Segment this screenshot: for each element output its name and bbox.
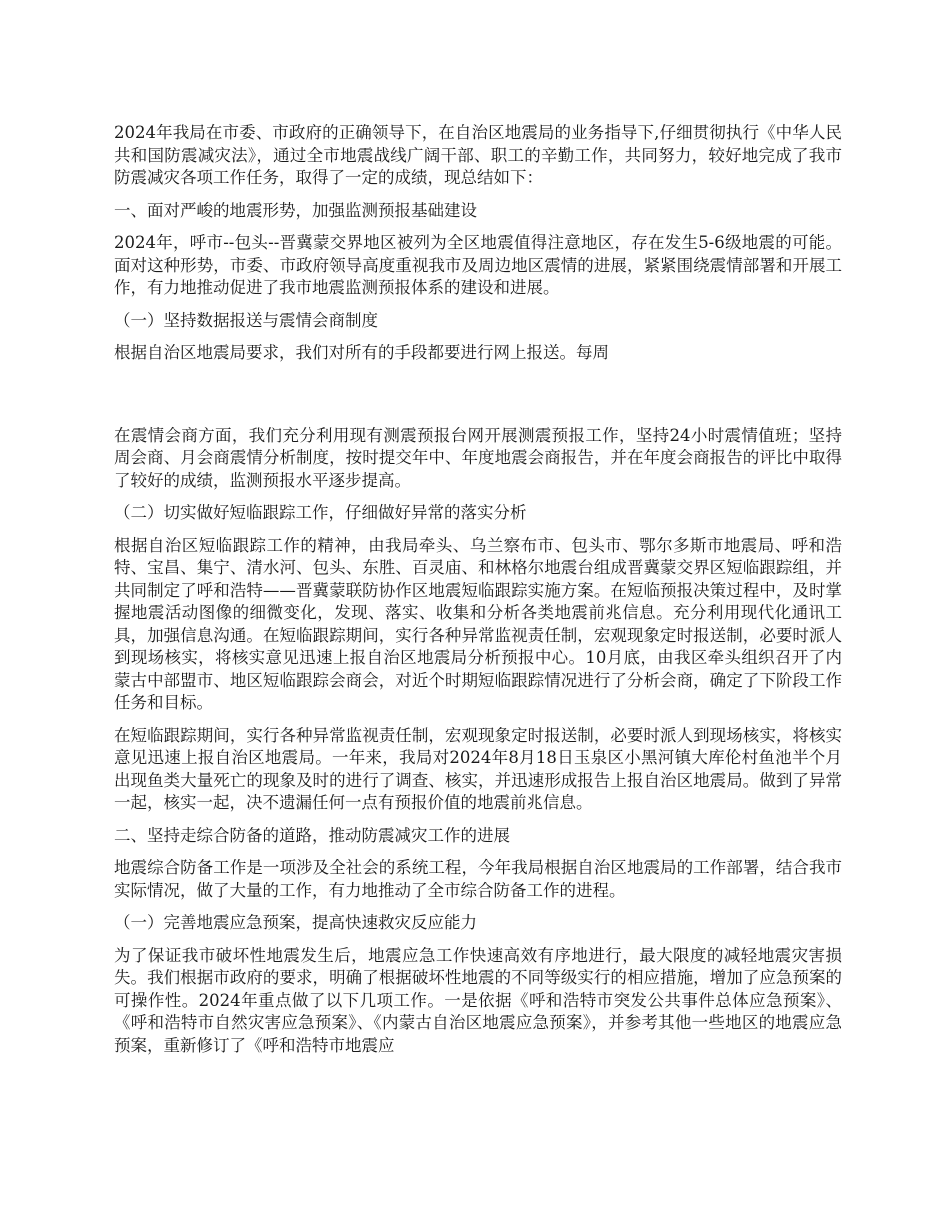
intro-paragraph: 2024年我局在市委、市政府的正确领导下，在自治区地震局的业务指导下,仔细贯彻执行《中华人民共和国防震减灾法》，通过全市地震战线广阔干部、职工的辛勤工作，共同努力，较好地完成了我市防震减灾各项工作任务，取得了一定的成绩，现总结如下：	[114, 123, 842, 187]
subsection-1-1-paragraph-b: 在震情会商方面，我们充分利用现有测震预报台网开展测震预报工作，坚持24小时震情值班；坚持周会商、月会商震情分析制度，按时提交年中、年度地震会商报告，并在年度会商报告的评比中取得了较好的成绩，监测预报水平逐步提高。	[114, 425, 842, 490]
section-1-paragraph: 2024年，呼市--包头--晋冀蒙交界地区被列为全区地震值得注意地区，存在发生5-6级地震的可能。面对这种形势，市委、市政府领导高度重视我市及周边地区震情的进展，紧紧围绕震情部署和开展工作，有力地推动促进了我市地震监测预报体系的建设和进展。	[114, 233, 842, 297]
subsection-heading-1-1: （一）坚持数据报送与震情会商制度	[114, 310, 378, 330]
section-heading-2: 二、坚持走综合防备的道路，推动防震减灾工作的进展	[114, 825, 510, 845]
subsection-1-2-paragraph-b: 在短临跟踪期间，实行各种异常监视责任制，宏观现象定时报送制，必要时派人到现场核实，将核实意见迅速上报自治区地震局。一年来，我局对2024年8月18日玉泉区小黑河镇大库伦村鱼池半个月出现鱼类大量死亡的现象及时的进行了调查、核实，并迅速形成报告上报自治区地震局。做到了异常一起，核实一起，决不遗漏任何一点有预报价值的地震前兆信息。	[114, 725, 842, 812]
subsection-heading-2-1: （一）完善地震应急预案，提高快速救灾反应能力	[114, 913, 477, 932]
subsection-2-1-paragraph: 为了保证我市破坏性地震发生后，地震应急工作快速高效有序地进行，最大限度的减轻地震灾害损失。我们根据市政府的要求，明确了根据破坏性地震的不同等级实行的相应措施，增加了应急预案的可操作性。2024年重点做了以下几项工作。一是依据《呼和浩特市突发公共事件总体应急预案》、《呼和浩特市自然灾害应急预案》、《内蒙古自治区地震应急预案》，并参考其他一些地区的地震应急预案，重新修订了《呼和浩特市地震应	[114, 945, 842, 1055]
subsection-1-2-paragraph-a: 根据自治区短临跟踪工作的精神，由我局牵头、乌兰察布市、包头市、鄂尔多斯市地震局、呼和浩特、宝昌、集宁、清水河、包头、东胜、百灵庙、和林格尔地震台组成晋冀蒙交界区短临跟踪组，并共同制定了呼和浩特——晋冀蒙联防协作区地震短临跟踪实施方案。在短临预报决策过程中，及时掌握地震活动图像的细微变化，发现、落实、收集和分析各类地震前兆信息。充分利用现代化通讯工具，加强信息沟通。在短临跟踪期间，实行各种异常监视责任制，宏观现象定时报送制，必要时派人到现场核实，将核实意见迅速上报自治区地震局分析预报中心。10月底，由我区牵头组织召开了内蒙古中部盟市、地区短临跟踪会商会，对近个时期短临跟踪情况进行了分析会商，确定了下阶段工作任务和目标。	[114, 535, 842, 712]
section-2-paragraph: 地震综合防备工作是一项涉及全社会的系统工程，今年我局根据自治区地震局的工作部署，结合我市实际情况，做了大量的工作，有力地推动了全市综合防备工作的进程。	[114, 858, 842, 900]
section-heading-1: 一、面对严峻的地震形势，加强监测预报基础建设	[114, 200, 477, 220]
blank-gap	[114, 375, 842, 425]
subsection-heading-1-2: （二）切实做好短临跟踪工作，仔细做好异常的落实分析	[114, 503, 527, 522]
subsection-1-1-paragraph-a: 根据自治区地震局要求，我们对所有的手段都要进行网上报送。每周	[114, 343, 609, 362]
document-body	[114, 122, 842, 1067]
